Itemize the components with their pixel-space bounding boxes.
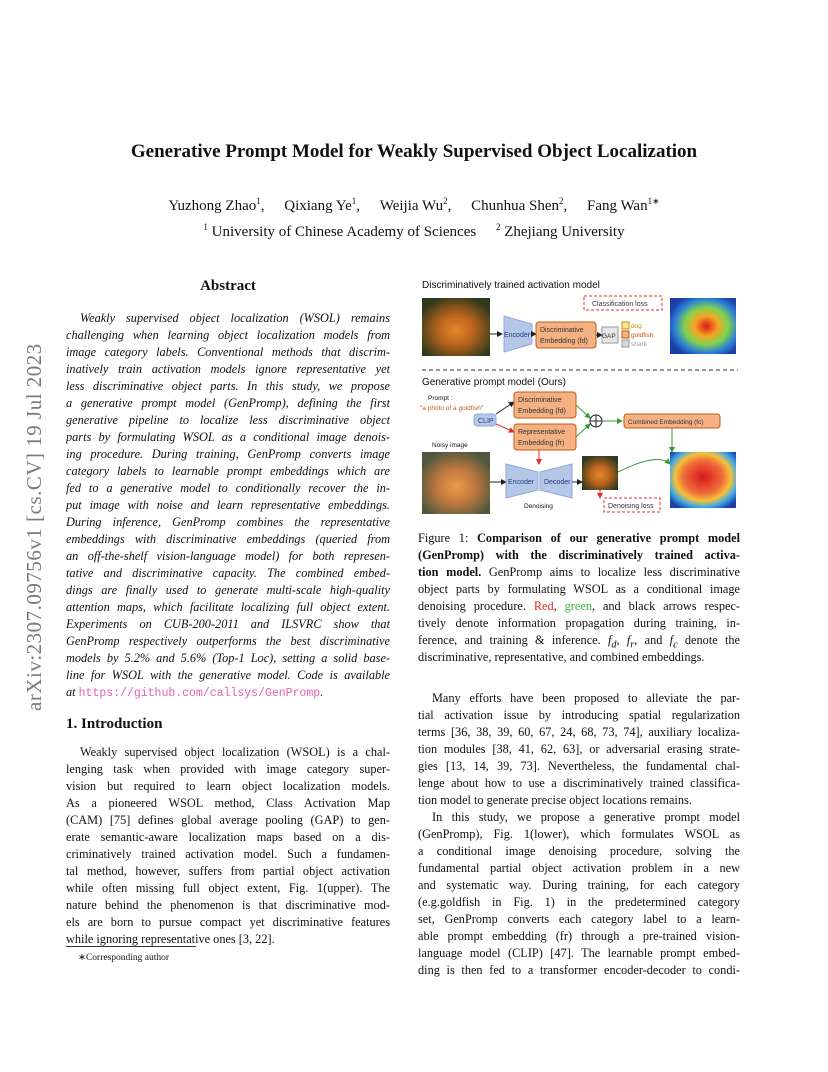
class-dog: dog	[631, 323, 642, 330]
abstract-line: fed to a generative model to conditionally recover the in-	[66, 481, 390, 495]
author-list	[66, 196, 762, 215]
section-heading-introduction: 1. Introduction	[66, 716, 163, 732]
text-line: erate semantic-aware localization maps based on a dis-	[66, 830, 390, 844]
text-line: able prompt embedding (fr) through a pre-trained vision-	[418, 929, 740, 943]
abstract-line: inatively train activation models ignore representative yet	[66, 362, 390, 376]
text-line: (e.g.goldfish in Fig. 1) in the predetermined category	[418, 895, 740, 909]
class-shark: shark	[631, 341, 647, 348]
denoised-image	[582, 456, 618, 490]
abstract-line: put image with noise and learn representative embeddings.	[66, 498, 390, 512]
author: Qixiang Ye$^1$,	[284, 196, 361, 214]
abstract-line: During inference, GenPromp combines the representative	[66, 515, 390, 529]
footnote: ∗Corresponding author	[78, 953, 170, 963]
text-line: lenge about how to use a discriminatively trained classifica-	[418, 776, 740, 790]
abstract-line: line for WSOL with the generative model. Code is available	[66, 668, 390, 682]
text-line: Weakly supervised object localization (WSOL) is a chal-	[80, 745, 390, 759]
bottom-disc-label-2: Embedding (fd)	[518, 408, 566, 415]
intro-paragraph-left	[66, 744, 390, 948]
abstract-line: ing procedure. During training, GenPromp converts image	[66, 447, 390, 461]
text-line: a conditional image denoising procedure, solving the	[418, 844, 740, 858]
text-line: while ignoring representative ones [3, 22].	[66, 932, 275, 946]
text-line: (CAM) [75] defines global average pooling (GAP) to gen-	[66, 813, 390, 827]
arxiv-identifier: arXiv:2307.09756v1 [cs.CV] 19 Jul 2023	[22, 343, 46, 711]
prompt-text: "a photo of a goldfish"	[420, 405, 484, 412]
figure-1	[418, 276, 742, 522]
representative-label-1: Representative	[518, 429, 566, 436]
text-line: tion modules [38, 41, 62, 63], or adversarial erasing strate-	[418, 742, 740, 756]
abstract-line: an off-the-shelf vision-language model) for both represen-	[66, 549, 390, 563]
abstract-line: GenPromp respectively outperforms the best discriminative	[66, 634, 390, 648]
encoder-label: Encoder	[504, 332, 531, 339]
representative-label-2: Embedding (fr)	[518, 440, 565, 447]
classification-loss-label: Classification loss	[592, 301, 648, 308]
affiliation-list	[66, 222, 762, 241]
class-goldfish: goldfish	[631, 332, 654, 339]
top-model-label: Discriminatively trained activation model	[422, 280, 600, 291]
denoising-label: Denoising	[524, 503, 553, 510]
text-line: vision but required to learn object localization models.	[66, 779, 390, 793]
abstract-line: tative and discriminative capacity. The combined embed-	[66, 566, 390, 580]
footnote-divider	[66, 946, 196, 947]
noisy-image	[422, 452, 490, 514]
abstract-line: category labels to learnable prompt embeddings which are	[66, 464, 390, 478]
input-image	[422, 298, 490, 356]
abstract-line: Experiments on CUB-200-2011 and ILSVRC show that	[66, 617, 390, 631]
text-line: criminatively trained activation model. Such a fundamen-	[66, 847, 390, 861]
affiliation: $^1$ University of Chinese Academy of Sciences	[203, 222, 477, 240]
text-line: nature behind the phenomenon is that discriminative mod-	[66, 898, 390, 912]
author: Fang Wan$^{1∗}$	[587, 196, 660, 214]
text-line: tial activation issue by introducing spatial regularization	[418, 708, 740, 722]
bottom-disc-label-1: Discriminative	[518, 397, 562, 404]
text-line: gies [13, 14, 39, 73]. Nevertheless, the fundamental chal-	[418, 759, 740, 773]
intro-paragraph-right	[418, 690, 740, 979]
clip-label: CLIP	[478, 418, 494, 425]
activation-map-bottom	[670, 452, 736, 508]
figure-1-caption: Figure 1: Comparison of our generative prompt model (GenPromp) with the discriminatively trained activa- tion model. GenPromp aims to localize less discriminative object parts by formulating WSOL as a conditional image denoising procedure. Red, green, and black arrows respec- tively denote information propagation during training, in- ference, and training & inference. $f_d$, $f_r$, and $f_c$ denote the discriminative, representative, and combined embeddings.	[418, 531, 740, 664]
disc-emb-label-1: Discriminative	[540, 327, 584, 334]
abstract-line: image category labels. Conventional methods that discrim-	[66, 345, 390, 359]
text-line: Many efforts have been proposed to alleviate the par-	[432, 691, 740, 705]
text-line: while often missing full object extent, Fig. 1(upper). The	[66, 881, 390, 895]
abstract-body	[66, 310, 390, 701]
activation-map-top	[670, 298, 736, 354]
code-url-link[interactable]: https://github.com/callsys/GenPromp	[78, 687, 321, 700]
text-line: fundamental partial object activation problem in a new	[418, 861, 740, 875]
abstract-line: embeddings with discriminative embeddings (queried from	[66, 532, 390, 546]
bottom-model-label: Generative prompt model (Ours)	[422, 377, 566, 388]
decoder-label: Decoder	[544, 479, 571, 486]
abstract-line: dings are finally used to generate multi-scale high-quality	[66, 583, 390, 597]
figure-1-diagram	[418, 276, 742, 522]
abstract-heading: Abstract	[200, 278, 256, 294]
noisy-image-label: Noisy image	[432, 442, 468, 449]
author: Weijia Wu$^2$,	[379, 196, 452, 214]
abstract-line: parts by formulating WSOL as a conditional image denois-	[66, 430, 390, 444]
text-line: language model (CLIP) [47]. The learnable prompt embed-	[418, 946, 740, 960]
abstract-line: Weakly supervised object localization (WSOL) remains	[80, 311, 390, 325]
text-line: ding is then fed to a transformer encoder-decoder to condi-	[418, 963, 740, 977]
text-line: els are born to pursue compact yet discriminative features	[66, 915, 390, 929]
author: Yuzhong Zhao$^1$,	[168, 196, 265, 214]
author: Chunhua Shen$^2$,	[471, 196, 568, 214]
affiliation: $^2$ Zhejiang University	[495, 222, 625, 240]
text-line: (GenPromp), Fig. 1(lower), which formulates WSOL as	[418, 827, 740, 841]
text-line: and systematic way. During training, for each category	[418, 878, 740, 892]
abstract-line: less discriminative object parts. In this study, we propose	[66, 379, 390, 393]
text-line: set, GenPromp converts each category label to a learn-	[418, 912, 740, 926]
text-line: lenging task when provided with image category super-	[66, 762, 390, 776]
abstract-line: generative pipeline to localize less discriminative object	[66, 413, 390, 427]
abstract-line: at https://github.com/callsys/GenPromp.	[66, 685, 324, 700]
text-line: tal method, however, suffers from partial object activation	[66, 864, 390, 878]
disc-emb-label-2: Embedding (fd)	[540, 338, 588, 345]
prompt-label: Prompt :	[428, 395, 453, 402]
paper-title: Generative Prompt Model for Weakly Supervised Object Localization	[130, 141, 698, 162]
abstract-line: challenging when learning object localization models from	[66, 328, 390, 342]
gap-label: GAP	[602, 333, 616, 340]
text-line: In this study, we propose a generative prompt model	[432, 810, 740, 824]
bottom-encoder-label: Encoder	[508, 479, 535, 486]
text-line: terms [36, 38, 39, 60, 67, 24, 68, 73, 74], auxiliary localiza-	[418, 725, 740, 739]
abstract-line: models by 5.2% and 5.6% (Top-1 Loc), setting a solid base-	[66, 651, 390, 665]
abstract-line: a generative prompt model (GenPromp), defining the first	[66, 396, 390, 410]
text-line: tion model to generate precise object locations remains.	[418, 793, 692, 807]
denoising-loss-label: Denoising loss	[608, 503, 654, 510]
abstract-line: attention maps, which facilitate localizing full object extent.	[66, 600, 390, 614]
text-line: As a pioneered WSOL method, Class Activation Map	[66, 796, 390, 810]
combined-embedding-label: Combined Embedding (fc)	[628, 419, 704, 426]
